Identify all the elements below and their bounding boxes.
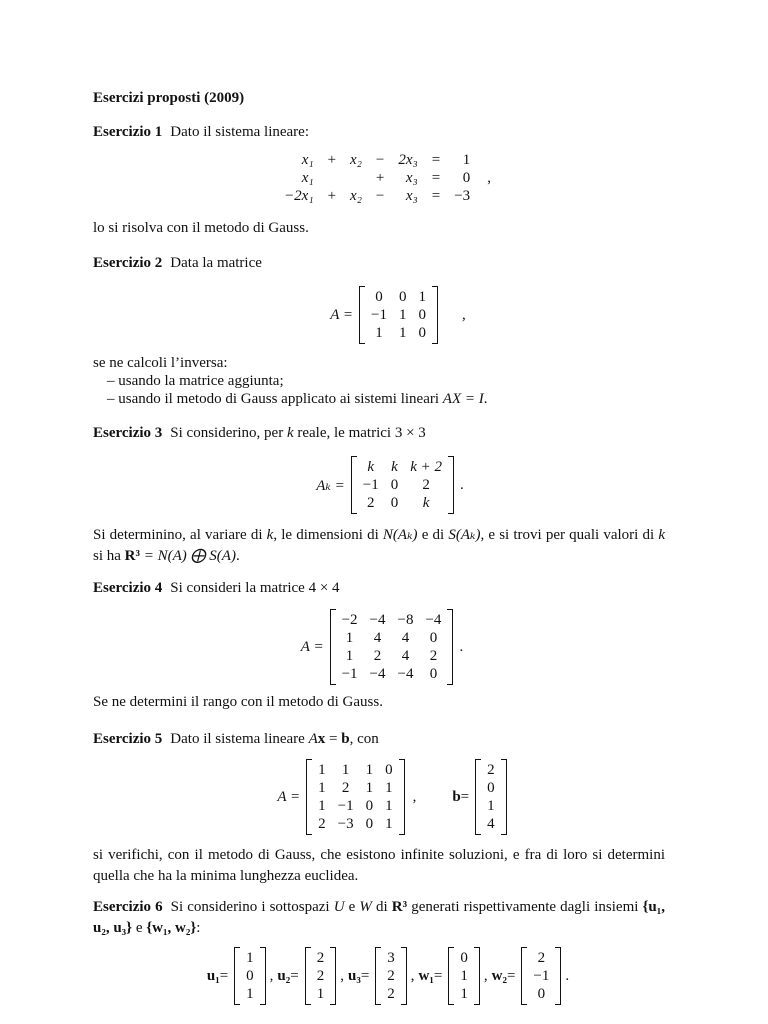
exercise-3-equation — [6, 456, 768, 514]
ex5-intro-c: , con — [349, 731, 379, 747]
system-term: x₃ — [405, 170, 418, 186]
exercise-3-request — [93, 525, 665, 567]
matrix-a4-bracket — [330, 609, 454, 685]
matrix-a5-cell: 1 — [385, 816, 393, 832]
ex6-set-u: {u₁, u₂, u₃} — [93, 899, 665, 936]
vector-entry-row — [240, 985, 260, 1003]
exercise-2-request: se ne calcoli l’inversa: — [93, 355, 228, 371]
ex5-intro-a-matrix: A — [308, 731, 318, 747]
vector-b-cell: 2 — [487, 762, 495, 778]
exercise-5-label: Esercizio 5 — [93, 731, 163, 747]
matrix-a4-cell: −4 — [369, 666, 386, 682]
vector-equals: = — [360, 967, 370, 984]
ex6-text-d: generati rispettivamente dagli insiemi — [407, 899, 643, 915]
ex5-intro-x: x — [317, 731, 326, 747]
ex3-text-2: , le dimensioni di — [273, 527, 383, 543]
matrix-a5 — [312, 761, 398, 833]
system-row — [277, 151, 477, 169]
vector-entry-row — [527, 967, 555, 985]
matrix-ak-cell: k + 2 — [410, 459, 442, 475]
system-term: −3 — [454, 188, 471, 204]
vector-name: w₂ — [491, 967, 507, 984]
ex6-text-f: : — [196, 920, 201, 936]
system-term: = — [431, 170, 441, 186]
ex3-k-1: k — [266, 527, 274, 543]
vector-name: u₃ — [347, 967, 361, 984]
system-term: = — [431, 152, 441, 168]
exercise-6-heading — [93, 897, 665, 939]
matrix-ak-cell: k — [367, 459, 375, 475]
column-vector — [240, 949, 260, 1003]
ex6-set-w: {w₁, w₂} — [146, 920, 197, 936]
exercise-1-system — [0, 151, 768, 205]
exercise-5-equation — [8, 759, 768, 835]
matrix-trailing-comma: , — [461, 306, 466, 323]
document-title: Esercizi proposti (2009) — [93, 90, 245, 106]
ex6-w: W — [359, 899, 372, 915]
ex6-text-a: Si considerino i sottospazi — [170, 899, 334, 915]
matrix-a4-cell: −4 — [397, 666, 414, 682]
ex3-text-5: si ha — [93, 548, 125, 564]
system-term — [321, 169, 343, 187]
vector-separator: . — [565, 967, 570, 984]
matrix-ak-cell: 2 — [366, 495, 375, 511]
vector-entry-row — [240, 949, 260, 967]
matrix-trailing-period: . — [460, 476, 464, 493]
ex6-text-e: e — [132, 920, 147, 936]
exercise-4-equation — [0, 609, 766, 685]
matrix-ak-cell: 0 — [390, 495, 399, 511]
system-term: −2x₁ — [284, 188, 314, 204]
exercise-3-intro-k: k — [286, 425, 294, 441]
vector-b-bracket — [475, 759, 507, 835]
column-vector — [527, 949, 555, 1003]
matrix-a-row — [365, 306, 432, 324]
matrix-a5-cell: 1 — [385, 780, 393, 796]
vector-separator: , — [340, 967, 344, 984]
matrix-a4-cell: −1 — [341, 666, 358, 682]
vector-separator: , — [483, 967, 488, 984]
exercise-6-vectors — [6, 947, 768, 1005]
vector-equals: = — [219, 967, 229, 984]
matrix-trailing-period: . — [459, 638, 464, 655]
system-term — [343, 169, 369, 187]
item-2-text: – usando il metodo di Gauss applicato ai sistemi lineari — [107, 391, 443, 407]
exercise-4-label: Esercizio 4 — [93, 580, 163, 596]
vector-entry-cell: 2 — [316, 968, 325, 984]
matrix-a5-cell: 1 — [318, 762, 326, 778]
vector-equals: = — [290, 967, 299, 984]
matrix-a5-cell: 2 — [318, 816, 326, 832]
system-term: 2x₃ — [398, 152, 418, 168]
item-2-math: AX = I — [442, 391, 484, 407]
vector-entry-cell: 1 — [460, 986, 468, 1002]
matrix-a4-row — [336, 611, 448, 629]
vector-entry-cell: 2 — [537, 950, 546, 966]
vector-entry-cell: 2 — [316, 950, 325, 966]
system-term: − — [375, 152, 385, 168]
item-2-end: . — [483, 391, 488, 407]
vector-entry-row — [240, 967, 260, 985]
matrix-a4-cell: 4 — [401, 630, 410, 646]
vector-b — [481, 761, 501, 833]
matrix-a5-cell: 1 — [365, 780, 374, 796]
matrix-ak-label: Aₖ = — [316, 477, 345, 494]
system-term: + — [327, 188, 337, 204]
exercise-3-heading — [93, 423, 665, 444]
vector-entry-cell: 2 — [387, 986, 395, 1002]
exercise-6-label: Esercizio 6 — [93, 899, 163, 915]
vector-separator: , — [410, 967, 415, 984]
ex3-text-1: Si determinino, al variare di — [93, 527, 267, 543]
matrix-a-cell: 0 — [375, 289, 383, 305]
system-term: x₂ — [350, 188, 362, 204]
matrix-a4-cell: 0 — [429, 630, 438, 646]
exercise-5-instruction: si verifichi, con il metodo di Gauss, che esistono infinite soluzioni, e fra di loro si determini quella che ha la minima lunghezza euclidea. — [93, 847, 665, 884]
vector-entry-row — [311, 949, 331, 967]
matrix-a5-row — [312, 797, 398, 815]
vector-bracket — [305, 947, 337, 1005]
column-vector — [311, 949, 331, 1003]
matrix-ak-row — [357, 458, 448, 476]
vector-b-cell: 4 — [487, 816, 495, 832]
matrix-ak-cell: k — [422, 495, 430, 511]
matrix-a5-cell: 1 — [341, 762, 350, 778]
matrix-a4-cell: 2 — [373, 648, 382, 664]
system-row — [277, 169, 477, 187]
matrix-a5-bracket — [306, 759, 404, 835]
matrix-a5-cell: 1 — [318, 798, 326, 814]
matrix-a5-cell: 1 — [385, 798, 393, 814]
vector-entry-cell: −1 — [533, 968, 550, 984]
exercise-1-label: Esercizio 1 — [93, 124, 163, 140]
ex5-intro-b: b — [341, 731, 350, 747]
matrix-a5-cell: −1 — [337, 798, 354, 814]
matrix-a4-cell: 4 — [401, 648, 410, 664]
exercise-3-label: Esercizio 3 — [93, 425, 163, 441]
vector-bracket — [448, 947, 480, 1005]
matrix-a-row — [365, 324, 432, 342]
exercise-3-intro-b: reale, le matrici 3 × 3 — [293, 425, 426, 441]
system-term: + — [327, 152, 337, 168]
item-1-text: – usando la matrice aggiunta; — [107, 373, 284, 389]
vector-entry-row — [527, 985, 555, 1003]
matrix-a5-label: A = — [277, 788, 301, 805]
vector-entry-cell: 1 — [460, 968, 468, 984]
ex5-intro-eq: = — [325, 731, 342, 747]
system-row — [277, 187, 477, 205]
matrix-a — [365, 288, 432, 342]
exercise-1-heading — [93, 122, 665, 143]
matrix-a5-cell: 1 — [365, 762, 374, 778]
system-term: x₁ — [301, 170, 314, 186]
vector-b-row — [481, 815, 501, 833]
matrix-ak-cell: 2 — [422, 477, 430, 493]
vector-bracket — [521, 947, 561, 1005]
exercise-2-heading — [93, 253, 665, 274]
column-vector — [381, 949, 401, 1003]
vector-entry-row — [381, 967, 401, 985]
exercise-3-intro-a: Si considerino, per — [170, 425, 287, 441]
ex6-text-c: di — [371, 899, 392, 915]
matrix-a5-cell: 0 — [365, 816, 374, 832]
matrix-a5-cell: 0 — [365, 798, 374, 814]
matrix-a-row — [365, 288, 432, 306]
vector-bracket — [234, 947, 266, 1005]
exercise-4-heading — [93, 578, 665, 599]
ex3-image: S(Aₖ) — [448, 527, 481, 543]
matrix-a4-cell: −2 — [341, 612, 358, 628]
matrix-a4-row — [336, 629, 448, 647]
matrix-a-cell: 0 — [418, 307, 426, 323]
matrix-a-bracket — [359, 286, 438, 344]
matrix-a4-row — [336, 647, 448, 665]
matrix-ak-cell: k — [391, 459, 398, 475]
ex3-r3: R³ — [124, 548, 141, 564]
matrix-a5-row — [312, 779, 398, 797]
exercise-2-item-2 — [93, 389, 665, 410]
matrix-a4-cell: −4 — [369, 612, 386, 628]
ex3-k-2: k — [658, 527, 665, 543]
system-term: 1 — [462, 152, 471, 168]
matrix-a5-row — [312, 761, 398, 779]
matrix-a-label: A = — [330, 306, 354, 323]
ex6-text-b: e — [344, 899, 360, 915]
ex3-direct-sum: = N(A) ⨁ S(A) — [140, 548, 236, 564]
ex6-u: U — [333, 899, 345, 915]
matrix-a-cell: 0 — [418, 325, 426, 341]
vector-separator: , — [269, 967, 274, 984]
vector-equals: = — [433, 967, 443, 984]
matrix-a4-cell: 1 — [345, 648, 354, 664]
exercise-4-instruction: Se ne determini il rango con il metodo di Gauss. — [93, 694, 383, 710]
matrix-separator: , — [412, 788, 417, 805]
vector-entry-row — [527, 949, 555, 967]
vector-b-row — [481, 779, 501, 797]
ex6-r3: R³ — [391, 899, 408, 915]
vector-entry-cell: 1 — [246, 950, 254, 966]
vector-entry-row — [454, 985, 474, 1003]
system-term: + — [375, 170, 385, 186]
system-term: − — [375, 188, 385, 204]
linear-system-table — [277, 151, 477, 205]
matrix-a-cell: −1 — [371, 307, 387, 323]
system-term: x₃ — [405, 188, 418, 204]
matrix-a4-cell: 4 — [373, 630, 382, 646]
matrix-a5-cell: 2 — [341, 780, 350, 796]
matrix-a4-cell: 1 — [345, 630, 354, 646]
system-term: 0 — [462, 170, 471, 186]
vector-b-label: b — [452, 788, 461, 805]
matrix-a5-cell: 1 — [318, 780, 326, 796]
matrix-a4-label: A = — [300, 638, 324, 655]
exercise-2-label: Esercizio 2 — [93, 255, 163, 271]
vector-entry-row — [381, 985, 401, 1003]
matrix-a4-row — [336, 665, 448, 683]
vector-b-eq: = — [460, 788, 470, 805]
matrix-a4-cell: 0 — [429, 666, 438, 682]
vector-entry-cell: 0 — [460, 950, 468, 966]
ex3-text-6: . — [235, 548, 240, 564]
vector-name: u₂ — [277, 967, 291, 984]
exercise-2-equation — [14, 286, 768, 344]
vector-name: w₁ — [418, 967, 434, 984]
vector-entry-row — [311, 985, 331, 1003]
matrix-ak-cell: −1 — [362, 477, 379, 493]
vector-entry-row — [454, 967, 474, 985]
vector-bracket — [375, 947, 407, 1005]
vector-b-row — [481, 797, 501, 815]
matrix-a-cell: 1 — [398, 307, 407, 323]
matrix-a4-cell: −4 — [425, 612, 442, 628]
exercise-1-instruction: lo si risolva con il metodo di Gauss. — [93, 220, 309, 236]
matrix-a4-cell: −8 — [397, 612, 414, 628]
matrix-ak — [357, 458, 448, 512]
vector-entry-row — [311, 967, 331, 985]
matrix-ak-cell: 0 — [390, 477, 399, 493]
matrix-a5-row — [312, 815, 398, 833]
matrix-ak-row — [357, 494, 448, 512]
vector-equals: = — [506, 967, 516, 984]
system-term: x₂ — [350, 152, 362, 168]
matrix-a-cell: 1 — [418, 289, 426, 305]
vector-entry-cell: 1 — [316, 986, 325, 1002]
vector-entry-row — [454, 949, 474, 967]
vector-entry-cell: 1 — [246, 986, 254, 1002]
vector-entry-cell: 2 — [387, 968, 395, 984]
matrix-a4-cell: 2 — [429, 648, 438, 664]
ex5-intro-a: Dato il sistema lineare — [170, 731, 309, 747]
vector-entry-row — [381, 949, 401, 967]
ex3-text-3: e di — [417, 527, 449, 543]
exercise-5-heading — [93, 729, 665, 750]
vector-entry-cell: 3 — [387, 950, 395, 966]
system-trailing-comma: , — [487, 169, 491, 186]
exercise-4-intro: Si consideri la matrice 4 × 4 — [170, 580, 340, 596]
exercise-1-intro: Dato il sistema lineare: — [170, 124, 310, 140]
ex3-kernel: N(Aₖ) — [382, 527, 418, 543]
exercise-2-intro: Data la matrice — [170, 255, 262, 271]
matrix-a5-cell: 0 — [385, 762, 393, 778]
matrix-ak-bracket — [351, 456, 454, 514]
matrix-a-cell: 0 — [398, 289, 407, 305]
matrix-ak-row — [357, 476, 448, 494]
matrix-a4 — [336, 611, 448, 683]
vector-entry-cell: 0 — [246, 968, 254, 984]
vector-b-cell: 0 — [487, 780, 495, 796]
system-term: x₁ — [301, 152, 314, 168]
ex3-text-4: , e si trovi per quali valori di — [480, 527, 659, 543]
vector-b-row — [481, 761, 501, 779]
matrix-a5-cell: −3 — [337, 816, 354, 832]
vector-entry-cell: 0 — [537, 986, 546, 1002]
vector-name: u₁ — [206, 967, 220, 984]
column-vector — [454, 949, 474, 1003]
system-term: = — [431, 188, 441, 204]
matrix-a-cell: 1 — [375, 325, 383, 341]
vector-b-cell: 1 — [487, 798, 495, 814]
matrix-a-cell: 1 — [398, 325, 407, 341]
